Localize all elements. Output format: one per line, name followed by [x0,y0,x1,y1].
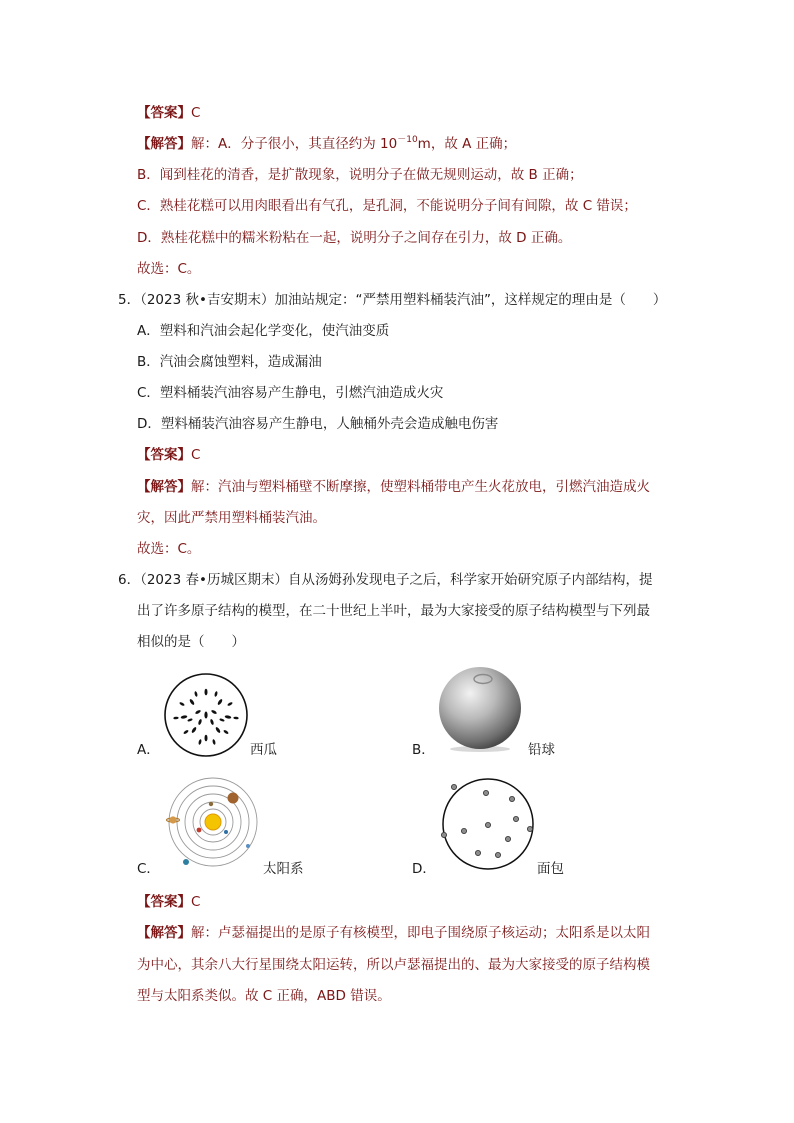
q5-analysis-line1: 【解答】解：汽油与塑料桶壁不断摩擦，使塑料桶带电产生火花放电，引燃汽油造成火 [137,479,650,495]
q6-option-a-caption: 西瓜 [250,742,277,758]
q4-conclusion: 故选：C。 [137,261,201,277]
watermelon-figure [162,672,250,758]
q5-answer-line [137,445,200,465]
q6-stem-line2: 出了许多原子结构的模型，在二十世纪上半叶，最为大家接受的原子结构模型与下列最 [137,603,650,619]
q4-analysis-d: D．熟桂花糕中的糯米粉粘在一起，说明分子之间存在引力，故 D 正确。 [137,230,572,246]
q5-option-b: B．汽油会腐蚀塑料，造成漏油 [137,354,322,370]
q4-analysis-b: B．闻到桂花的清香，是扩散现象，说明分子在做无规则运动，故 B 正确； [137,167,583,183]
q6-option-c-letter: C． [137,861,160,877]
q5-option-a: A．塑料和汽油会起化学变化，使汽油变质 [137,323,390,339]
q4-answer-line [137,103,200,123]
answer-label: 【答案】 [137,447,191,463]
solar-system-figure [165,776,263,870]
q6-option-b-letter: B． [412,742,435,758]
shot-put-figure [434,665,526,753]
q6-stem-line3: 相似的是（ ） [137,634,245,650]
bread-model-figure [440,777,536,871]
q6-stem-line1: 6．（2023 春•历城区期末）自从汤姆孙发现电子之后，科学家开始研究原子内部结构，提 [118,572,653,588]
q5-analysis-line2: 灾，因此严禁用塑料桶装汽油。 [137,510,326,526]
q6-option-d-caption: 面包 [537,861,564,877]
q6-option-c-caption: 太阳系 [263,861,304,877]
q6-answer-line [137,892,200,912]
q6-analysis-line3: 型与太阳系类似。故 C 正确，ABD 错误。 [137,988,391,1004]
answer-label: 【答案】 [137,894,191,910]
answer-value: C [191,894,201,910]
q6-option-b-caption: 铅球 [528,742,555,758]
q6-analysis-line2: 为中心，其余八大行星围绕太阳运转，所以卢瑟福提出的、最为大家接受的原子结构模 [137,957,650,973]
analysis-label: 【解答】 [137,479,191,495]
q4-analysis-c: C．熟桂花糕可以用肉眼看出有气孔，是孔洞，不能说明分子间有间隙，故 C 错误； [137,198,637,214]
q6-option-d-letter: D． [412,861,436,877]
analysis-label: 【解答】 [137,925,191,941]
answer-label: 【答案】 [137,105,191,121]
answer-value: C [191,105,201,121]
q6-analysis-line1: 【解答】解：卢瑟福提出的是原子有核模型，即电子围绕原子核运动；太阳系是以太阳 [137,925,650,941]
q5-stem: 5．（2023 秋•吉安期末）加油站规定：“严禁用塑料桶装汽油”，这样规定的理由是（ ） [118,292,667,308]
q5-option-c: C．塑料桶装汽油容易产生静电，引燃汽油造成火灾 [137,385,444,401]
exponent: －10 [397,135,418,145]
q5-option-d: D．塑料桶装汽油容易产生静电，人触桶外壳会造成触电伤害 [137,416,499,432]
answer-value: C [191,447,201,463]
q5-conclusion: 故选：C。 [137,541,201,557]
analysis-label: 【解答】 [137,136,191,152]
q6-option-a-letter: A． [137,742,160,758]
q4-analysis-a: 【解答】解：A．分子很小，其直径约为 $10^{-10}m$，故 A 正确； [137,135,517,152]
